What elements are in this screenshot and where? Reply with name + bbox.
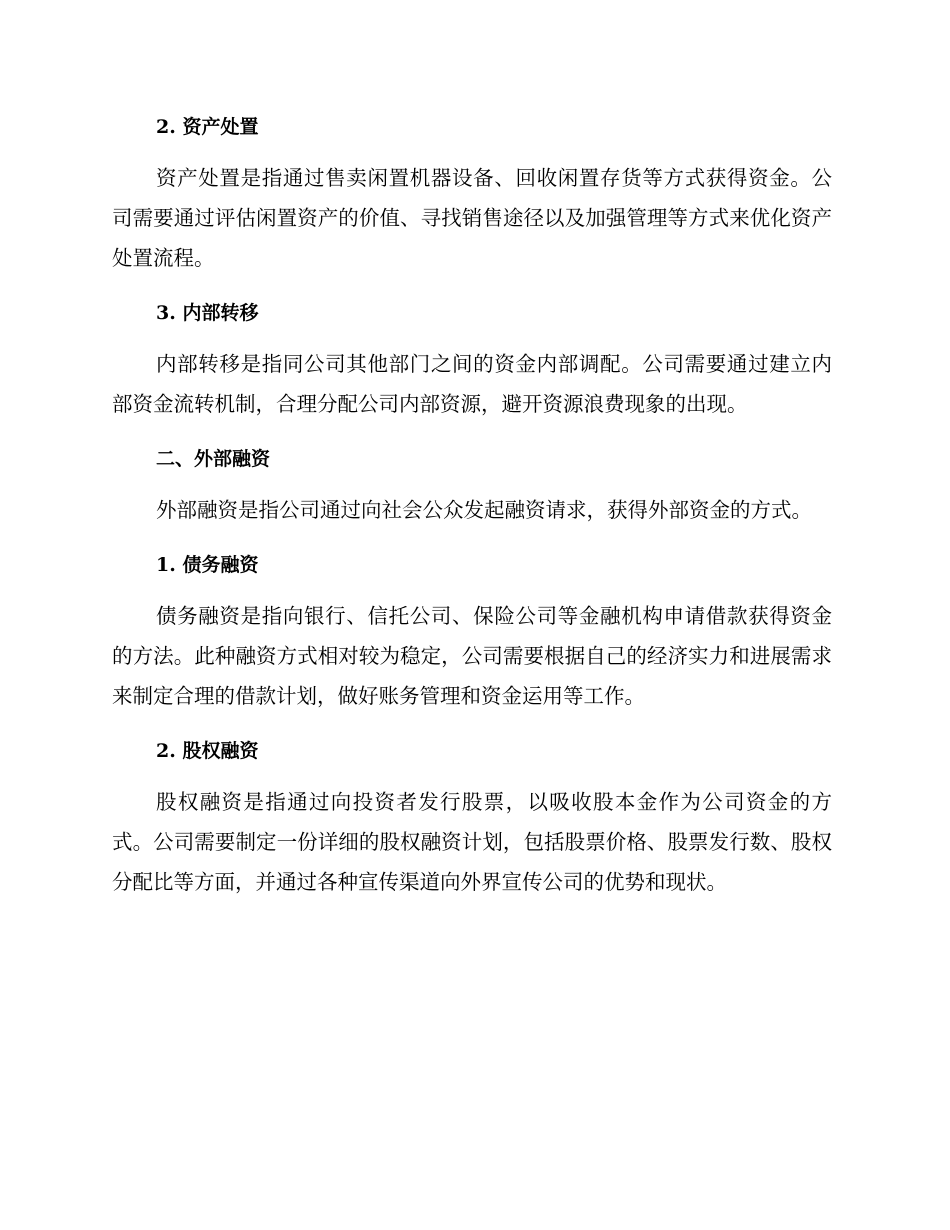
section-paragraph-asset-disposal: 资产处置是指通过售卖闲置机器设备、回收闲置存货等方式获得资金。公司需要通过评估闲置资产的价值、寻找销售途径以及加强管理等方式来优化资产处置流程。 [112,166,832,270]
section-paragraph-external-financing: 外部融资是指公司通过向社会公众发起融资请求，获得外部资金的方式。 [156,498,812,522]
section-paragraph-debt-financing: 债务融资是指向银行、信托公司、保险公司等金融机构申请借款获得资金的方法。此种融资方式相对较为稳定，公司需要根据自己的经济实力和进展需求来制定合理的借款计划，做好账务管理和资金运用等工作。 [112,604,832,708]
document-body [112,108,832,902]
section-heading-asset-disposal: 2. 资产处置 [156,116,259,138]
section-heading-debt-financing: 1. 债务融资 [156,554,259,576]
section-heading-internal-transfer: 3. 内部转移 [156,302,259,324]
section-paragraph-internal-transfer: 内部转移是指同公司其他部门之间的资金内部调配。公司需要通过建立内部资金流转机制，合理分配公司内部资源，避开资源浪费现象的出现。 [112,352,832,416]
section-paragraph-equity-financing: 股权融资是指通过向投资者发行股票，以吸收股本金作为公司资金的方式。公司需要制定一份详细的股权融资计划，包括股票价格、股票发行数、股权分配比等方面，并通过各种宣传渠道向外界宣传公司的优势和现状。 [112,790,832,894]
section-heading-external-financing: 二、外部融资 [156,448,271,470]
section-heading-equity-financing: 2. 股权融资 [156,740,259,762]
